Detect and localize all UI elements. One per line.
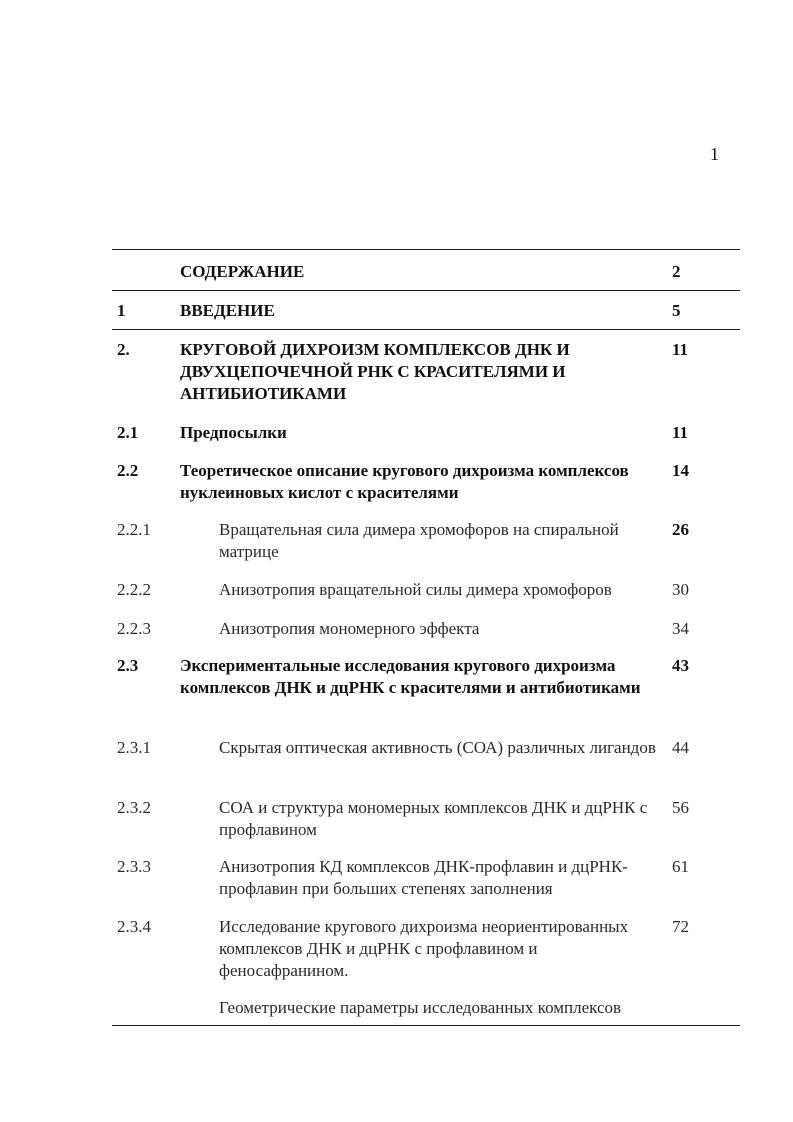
toc-entry-page: 14 xyxy=(672,461,689,480)
toc-entry-number: 2.2.1 xyxy=(117,520,151,539)
toc-entry-title: КРУГОВОЙ ДИХРОИЗМ КОМПЛЕКСОВ ДНК И ДВУХЦЕПОЧЕЧНОЙ РНК С КРАСИТЕЛЯМИ И АНТИБИОТИКАМИ xyxy=(180,340,570,403)
toc-entry xyxy=(112,460,740,504)
toc-entry-number: 2.2.3 xyxy=(117,619,151,638)
toc-entry-page: 26 xyxy=(672,520,689,539)
toc-entry xyxy=(112,618,740,640)
toc-entry-title: Теоретическое описание кругового дихроизма комплексов нуклеиновых кислот с красителями xyxy=(180,461,629,502)
toc-entry xyxy=(112,579,740,601)
toc-entry-number: 2.1 xyxy=(117,423,139,442)
toc-entry xyxy=(112,339,740,405)
toc-entry-page: 56 xyxy=(672,798,689,817)
toc-entry xyxy=(112,997,740,1019)
toc-entry-title: Скрытая оптическая активность (СОА) различных лигандов xyxy=(219,738,656,757)
toc-entry-number: 2.3 xyxy=(117,656,139,675)
toc-entry-title: Геометрические параметры исследованных комплексов xyxy=(219,998,622,1017)
toc-entry xyxy=(112,422,740,444)
toc-entry-page: 61 xyxy=(672,857,689,876)
toc-entry-title: СОА и структура мономерных комплексов ДНК и дцРНК с профлавином xyxy=(219,798,648,839)
toc-entry-number: 1 xyxy=(117,301,126,320)
toc-entry-title: Исследование кругового дихроизма неориентированных комплексов ДНК и дцРНК с профлавином и феносафранином. xyxy=(219,917,629,980)
toc-entry-page: 30 xyxy=(672,580,689,599)
toc-entry-number: 2. xyxy=(117,340,130,359)
page-number: 1 xyxy=(710,144,719,164)
toc-entry xyxy=(112,261,740,283)
top-rule xyxy=(112,249,740,250)
toc-entry-number: 2.3.1 xyxy=(117,738,151,757)
toc-entry-page: 43 xyxy=(672,656,689,675)
toc-entry-page: 5 xyxy=(672,301,681,320)
toc-entry-page: 11 xyxy=(672,423,689,442)
toc-entry-title: СОДЕРЖАНИЕ xyxy=(180,262,305,281)
toc-entry xyxy=(112,655,740,699)
toc-entry-number: 2.3.3 xyxy=(117,857,151,876)
rule-after-contents xyxy=(112,290,740,291)
toc-entry-number: 2.2 xyxy=(117,461,139,480)
toc-entry-page: 2 xyxy=(672,262,681,281)
toc-entry xyxy=(112,519,740,563)
rule-after-introduction xyxy=(112,329,740,330)
toc-entry xyxy=(112,797,740,841)
toc-entry-number: 2.2.2 xyxy=(117,580,151,599)
toc-entry-number: 2.3.2 xyxy=(117,798,151,817)
toc-entry-page: 72 xyxy=(672,917,689,936)
toc-entry-title: Предпосылки xyxy=(180,423,287,442)
toc-entry-page: 44 xyxy=(672,738,689,757)
toc-entry-title: ВВЕДЕНИЕ xyxy=(180,301,275,320)
toc-entry-page: 11 xyxy=(672,340,689,359)
toc-entry-title: Анизотропия КД комплексов ДНК-профлавин и дцРНК-профлавин при больших степенях заполнения xyxy=(219,857,628,898)
toc-entry-title: Анизотропия вращательной силы димера хромофоров xyxy=(219,580,612,599)
bottom-rule xyxy=(112,1025,740,1026)
toc-entry xyxy=(112,856,740,900)
toc-entry-title: Экспериментальные исследования кругового дихроизма комплексов ДНК и дцРНК с красителями и антибиотиками xyxy=(180,656,641,697)
toc-entry-page: 34 xyxy=(672,619,689,638)
toc-entry xyxy=(112,300,740,322)
toc-entry-number: 2.3.4 xyxy=(117,917,151,936)
toc-entry-title: Анизотропия мономерного эффекта xyxy=(219,619,480,638)
toc-entry xyxy=(112,737,740,759)
toc-entry-title: Вращательная сила димера хромофоров на спиральной матрице xyxy=(219,520,619,561)
toc-entry xyxy=(112,916,740,982)
